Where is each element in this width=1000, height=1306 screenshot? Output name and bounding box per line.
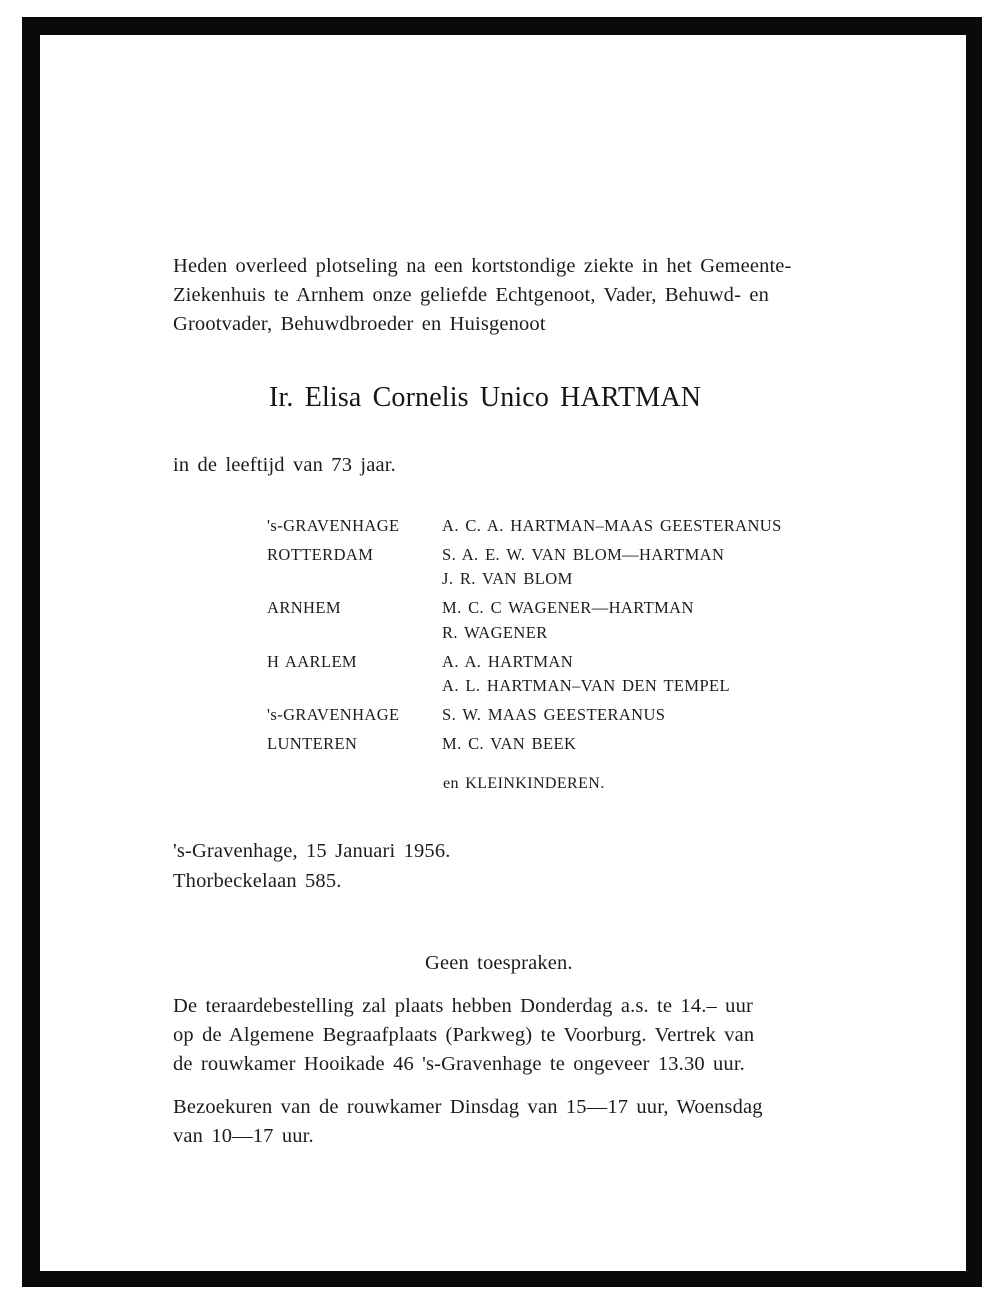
visiting-line: Bezoekuren van de rouwkamer Dinsdag van 15—17 uur, Woensdag [173,1096,763,1118]
family-city: ARNHEM [267,598,341,617]
family-member: M. C. VAN BEEK [442,734,577,753]
deceased-name: Ir. Elisa Cornelis Unico HARTMAN [269,382,702,413]
visiting-hours [173,1093,763,1151]
grandchildren-line: en KLEINKINDEREN. [443,775,605,792]
announcement-intro [173,252,792,339]
family-city: H AARLEM [267,652,357,671]
family-city: LUNTEREN [267,734,358,753]
intro-line: Grootvader, Behuwdbroeder en Huisgenoot [173,313,546,335]
visiting-line: van 10—17 uur. [173,1125,314,1147]
family-member: A. C. A. HARTMAN–MAAS GEESTERANUS [442,516,782,535]
family-member: A. A. HARTMAN [442,652,574,671]
family-city: 's-GRAVENHAGE [267,516,400,535]
family-member: M. C. C WAGENER—HARTMAN [442,598,694,617]
family-member: J. R. VAN BLOM [442,569,573,588]
family-member: S. W. MAAS GEESTERANUS [442,705,666,724]
dateline: 's-Gravenhage, 15 Januari 1956. [173,840,451,862]
family-member: R. WAGENER [442,623,548,642]
family-city: ROTTERDAM [267,545,374,564]
intro-line: Heden overleed plotseling na een kortstondige ziekte in het Gemeente- [173,255,792,277]
family-member: S. A. E. W. VAN BLOM—HARTMAN [442,545,725,564]
family-city: 's-GRAVENHAGE [267,705,400,724]
family-member: A. L. HARTMAN–VAN DEN TEMPEL [442,676,731,695]
no-speeches-note: Geen toespraken. [425,952,573,974]
age-line: in de leeftijd van 73 jaar. [173,454,396,476]
funeral-line: op de Algemene Begraafplaats (Parkweg) te Voorburg. Vertrek van [173,1024,755,1046]
address: Thorbeckelaan 585. [173,870,342,892]
intro-line: Ziekenhuis te Arnhem onze geliefde Echtgenoot, Vader, Behuwd- en [173,284,769,306]
funeral-line: de rouwkamer Hooikade 46 's-Gravenhage te ongeveer 13.30 uur. [173,1053,745,1075]
funeral-line: De teraardebestelling zal plaats hebben Donderdag a.s. te 14.– uur [173,995,753,1017]
funeral-details [173,992,754,1079]
